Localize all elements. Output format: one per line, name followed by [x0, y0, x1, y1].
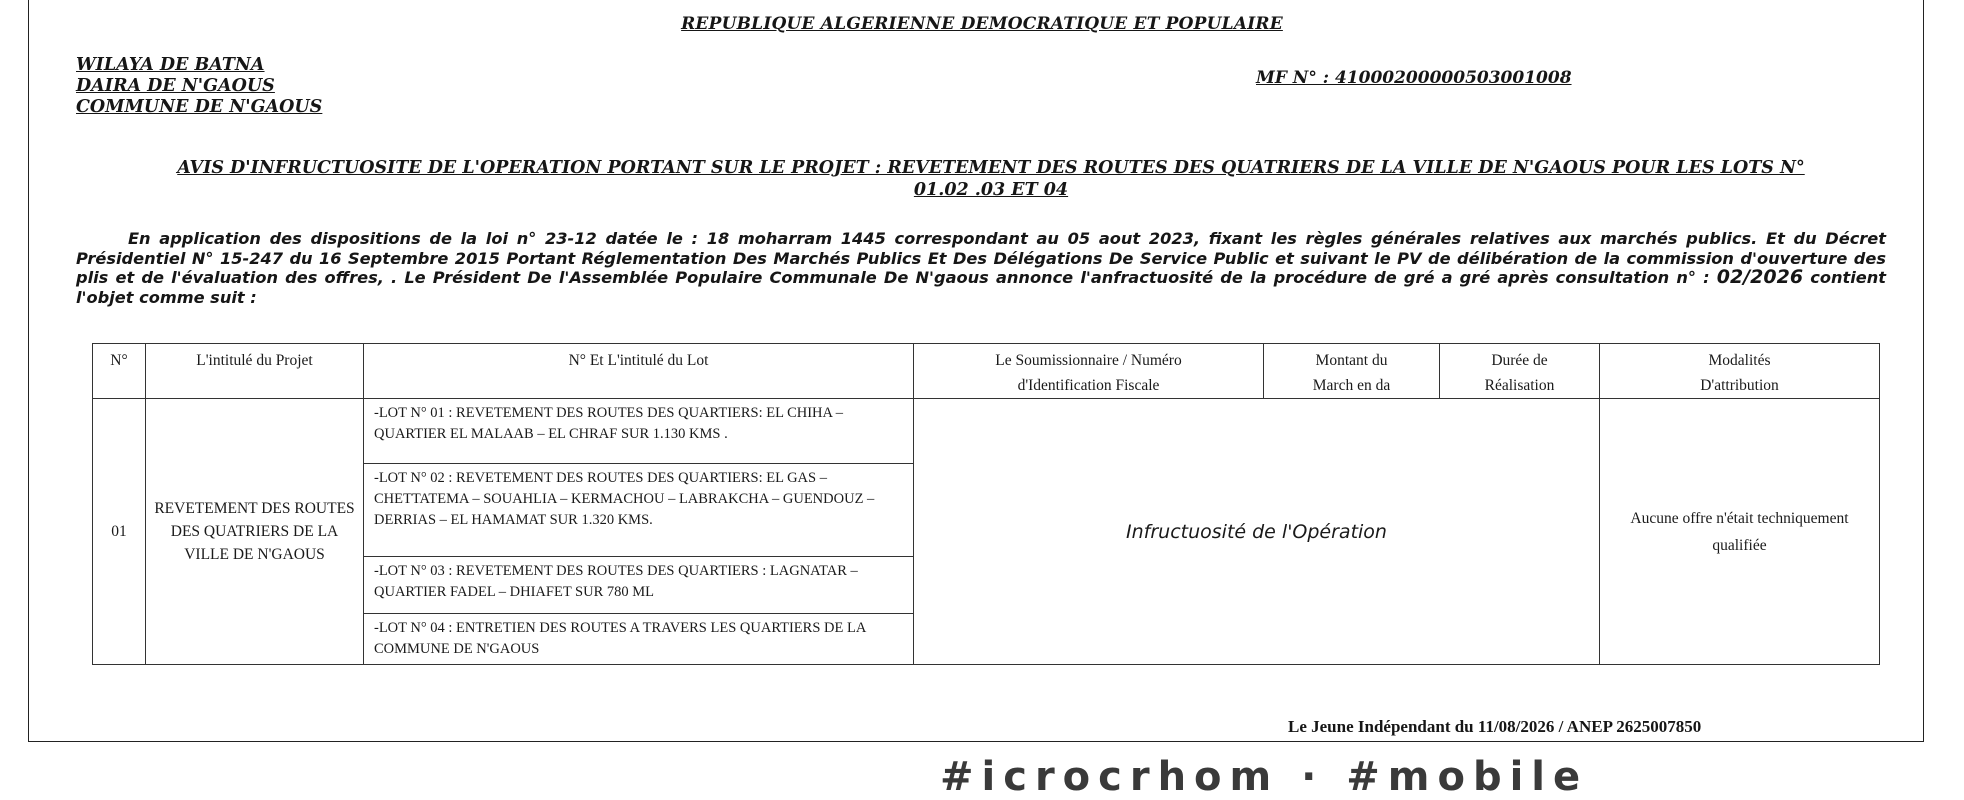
notice-body: [76, 229, 1886, 307]
result-text: Infructuosité de l'Opération: [914, 399, 1600, 665]
row-num: 01: [93, 399, 146, 665]
header-modalities: [1600, 344, 1880, 399]
modalities-text: [1600, 399, 1880, 665]
table-row: [93, 399, 1880, 464]
issuer-commune: COMMUNE DE N'GAOUS: [76, 97, 323, 117]
header-duration-line2: Réalisation: [1484, 377, 1555, 394]
header-num: N°: [93, 344, 146, 399]
row-project: REVETEMENT DES ROUTES DES QUATRIERS DE LA VILLE DE N'GAOUS: [146, 399, 364, 665]
header-duration: [1440, 344, 1600, 399]
header-duration-line1: Durée de: [1491, 352, 1548, 369]
body-part1: En application des dispositions de la loi n° 23-12 datée le : 18 moharram 1445 correspondant au 05 aout 2023, fixant les règles générales relatives aux marchés publics. Et du Décret Présidentiel N° 15-247 du 16 Septembre 2015 Portant Réglementation Des Marchés Publics Et Des Délégations De Service Public et suivant le PV de délibération de la commission d'ouverture des plis et de l'évaluation des offres, . Le Président De l'Assemblée Populaire Communale De N'gaous annonce l'anfractuosité de la procédure de gré a gré après consultation n° :: [76, 229, 1886, 287]
header-bidder: [914, 344, 1264, 399]
publication-footer: Le Jeune Indépendant du 11/08/2026 / ANEP 2625007850: [1288, 717, 1702, 736]
header-amount-line2: March en da: [1312, 377, 1391, 394]
fiscal-number: MF N° : 410002000005030010​08: [1256, 68, 1572, 88]
consultation-number: 02/2026: [1716, 266, 1804, 288]
notice-title-line2: 01.02 .03 ET 04: [913, 180, 1069, 200]
issuer-wilaya: WILAYA DE BATNA: [76, 55, 265, 75]
lot-1: -LOT N° 01 : REVETEMENT DES ROUTES DES QUARTIERS: EL CHIHA – QUARTIER EL MALAAB – EL CHRAF SUR 1.130 KMS .: [364, 399, 914, 464]
header-amount: [1264, 344, 1440, 399]
modalities-value: Aucune offre n'était techniquement qualifiée: [1630, 509, 1849, 554]
table-header-row: [93, 344, 1880, 399]
header-amount-line1: Montant du: [1315, 352, 1388, 369]
lot-2: -LOT N° 02 : REVETEMENT DES ROUTES DES QUARTIERS: EL GAS – CHETTATEMA – SOUAHLIA – KERMACHOU – LABRAKCHA – GUENDOUZ – DERRIAS – EL HAMAMAT SUR 1.320 KMS.: [364, 464, 914, 557]
header-project: L'intitulé du Projet: [146, 344, 364, 399]
issuer-daira: DAIRA DE N'GAOUS: [76, 76, 275, 96]
state-heading: REPUBLIQUE ALGERIENNE DEMOCRATIQUE ET POPULAIRE: [681, 14, 1283, 34]
lot-4: -LOT N° 04 : ENTRETIEN DES ROUTES A TRAVERS LES QUARTIERS DE LA COMMUNE DE N'GAOUS: [364, 614, 914, 665]
header-bidder-line2: d'Identification Fiscale: [1017, 377, 1160, 394]
header-bidder-line1: Le Soumissionnaire / Numéro: [995, 352, 1182, 369]
lot-3: -LOT N° 03 : REVETEMENT DES ROUTES DES QUARTIERS : LAGNATAR – QUARTIER FADEL – DHIAFET SUR 780 ML: [364, 557, 914, 614]
header-lot: N° Et L'intitulé du Lot: [364, 344, 914, 399]
lots-table: [92, 343, 1880, 665]
notice-title-line1: AVIS D'INFRUCTUOSITE DE L'OPERATION PORTANT SUR LE PROJET : REVETEMENT DES ROUTES DES QUATRIERS DE LA VILLE DE N'GAOUS POUR LES LOTS N°: [177, 158, 1805, 178]
issuer-block: [76, 55, 322, 118]
next-page-bleed: #icrocrhom · #mobile: [940, 754, 1589, 800]
notice-title: [96, 157, 1886, 201]
body-part2: contient l'objet comme suit :: [76, 268, 1886, 307]
header-modalities-line2: D'attribution: [1700, 377, 1779, 394]
header-modalities-line1: Modalités: [1708, 352, 1771, 369]
